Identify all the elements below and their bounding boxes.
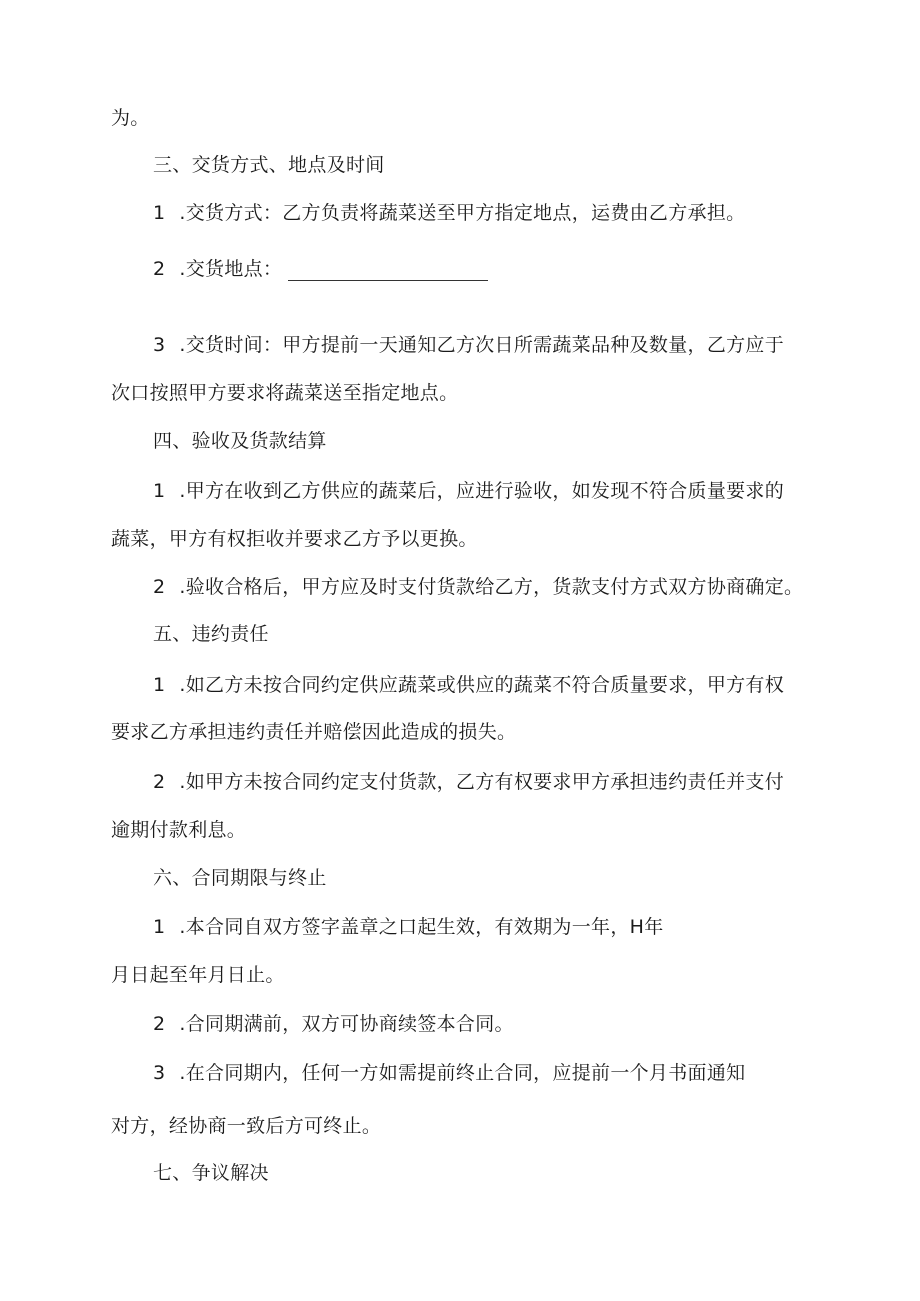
text-line [111,527,478,551]
line-text: 逾期付款利息。 [111,819,247,841]
line-text: 蔬菜，甲方有权拒收并要求乙方予以更换。 [111,528,478,550]
item-number: 2 [153,258,166,280]
list-item [153,915,664,939]
list-item [153,575,803,599]
item-text: .本合同自双方签字盖章之口起生效，有效期为一年，H年 [179,916,664,938]
line-text: 对方，经协商一致后方可终止。 [111,1115,382,1137]
line-text: 为。 [111,107,150,129]
item-text: .如甲方未按合同约定支付货款，乙方有权要求甲方承担违约责任并支付 [179,771,785,793]
list-item [153,257,488,281]
line-text: 要求乙方承担违约责任并赔偿因此造成的损失。 [111,721,517,743]
heading-text: 三、交货方式、地点及时间 [153,154,385,176]
text-line [111,963,285,987]
list-item [153,1061,745,1085]
list-item [153,333,784,357]
text-line [111,818,246,842]
list-item [153,1012,514,1036]
text-line [111,720,516,744]
item-number: 3 [153,1062,166,1084]
item-text: .甲方在收到乙方供应的蔬菜后，应进行验收，如发现不符合质量要求的 [179,480,785,502]
item-number: 3 [153,334,166,356]
item-number: 2 [153,1013,166,1035]
fill-in-blank [288,262,488,281]
item-number: 1 [153,916,166,938]
item-text: .验收合格后，甲方应及时支付货款给乙方，货款支付方式双方协商确定。 [179,576,804,598]
text-line [111,381,458,405]
heading-text: 七、争议解决 [153,1162,269,1184]
section-heading [153,429,327,453]
item-text: .合同期满前，双方可协商续签本合同。 [179,1013,514,1035]
item-number: 1 [153,674,166,696]
heading-text: 四、验收及货款结算 [153,430,327,452]
item-number: 2 [153,576,166,598]
text-line [111,106,150,130]
section-heading [153,622,269,646]
section-heading [153,866,327,890]
list-item [153,479,784,503]
list-item [153,673,784,697]
section-heading [153,153,385,177]
item-text: .交货时间：甲方提前一天通知乙方次日所需蔬菜品种及数量，乙方应于 [179,334,785,356]
item-text: .交货方式：乙方负责将蔬菜送至甲方指定地点，运费由乙方承担。 [179,202,746,224]
list-item [153,201,745,225]
item-number: 2 [153,771,166,793]
text-line [111,1114,381,1138]
heading-text: 六、合同期限与终止 [153,867,327,889]
list-item [153,770,784,794]
item-number: 1 [153,480,166,502]
heading-text: 五、违约责任 [153,623,269,645]
item-number: 1 [153,202,166,224]
item-text: .如乙方未按合同约定供应蔬菜或供应的蔬菜不符合质量要求，甲方有权 [179,674,785,696]
line-text: 月日起至年月日止。 [111,964,285,986]
line-text: 次口按照甲方要求将蔬菜送至指定地点。 [111,382,459,404]
item-text: .交货地点： [179,258,283,280]
item-text: .在合同期内，任何一方如需提前终止合同，应提前一个月书面通知 [179,1062,746,1084]
section-heading [153,1161,269,1185]
